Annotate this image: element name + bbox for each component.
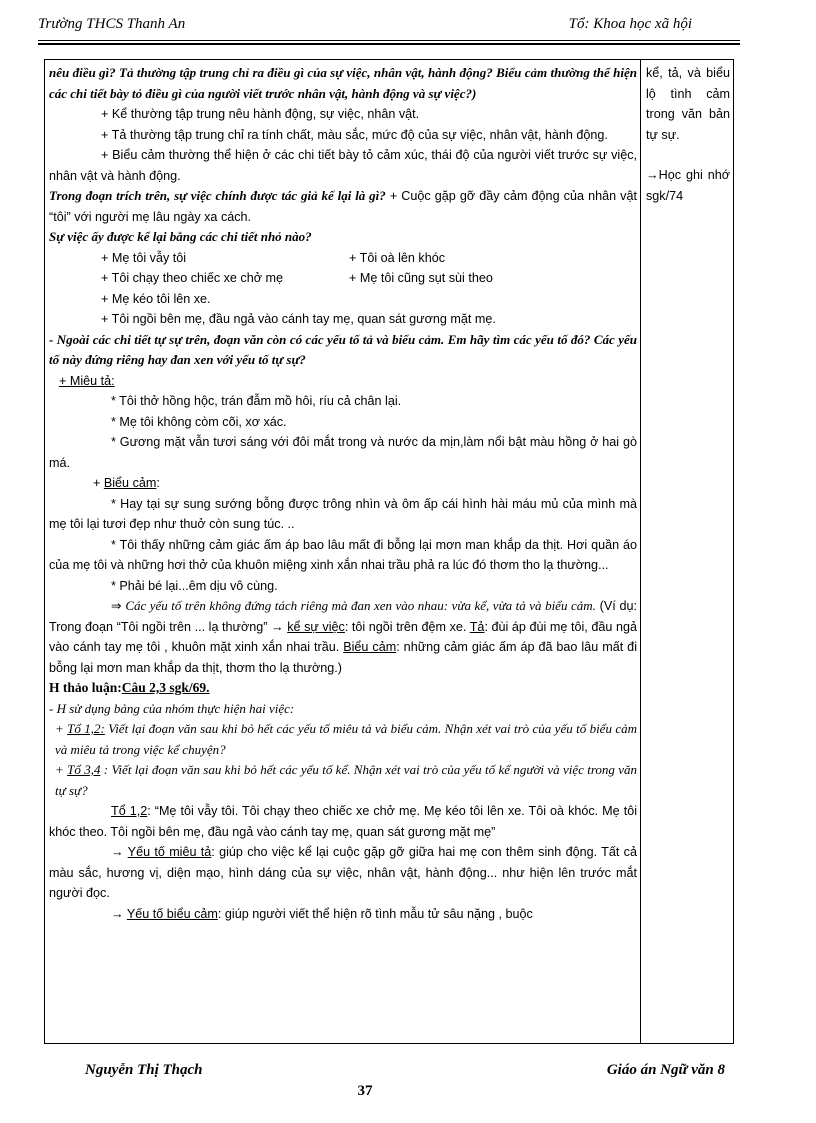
describe-element-label: Yếu tố miêu tả bbox=[127, 845, 212, 859]
lesson-content bbox=[49, 63, 637, 924]
column-divider bbox=[640, 60, 641, 1043]
group-task: + Tổ 1,2: Viết lại đoạn văn sau khi bỏ hết các yếu tố miêu tả và biểu cảm. Nhận xét vai trò của yếu tố biểu cảm và miêu tả trong việc kể chuyện? bbox=[55, 721, 637, 757]
group-answer-text: : “Mẹ tôi vẫy tôi. Tôi chạy theo chiếc xe chở mẹ. Mẹ kéo tôi lên xe. Tôi oà khóc. Mẹ tôi khóc theo. Tôi ngồi bên mẹ, đầu ngả vào cánh tay mẹ, quan sát gương mặt mẹ” bbox=[49, 804, 637, 839]
group-task-text: Viết lại đoạn văn sau khi bỏ hết các yếu tố miêu tả và biểu cảm. Nhận xét vai trò của yếu tố biểu cảm và miêu tả trong việc kể chuyện? bbox=[55, 721, 637, 757]
side-note: →Học ghi nhớ sgk/74 bbox=[646, 168, 730, 203]
express-heading: Biểu cảm bbox=[103, 476, 157, 490]
section-heading bbox=[49, 371, 637, 392]
discussion-question: Câu 2,3 sgk/69. bbox=[121, 680, 210, 695]
example-text: : đùi áp đùi mẹ tôi, đầu ngả vào cánh tay mẹ tôi , khuôn mặt xinh xắn nhai trầu. bbox=[49, 619, 637, 654]
answer-line: + Biểu cảm thường thể hiện ở các chi tiết bày tỏ cảm xúc, thái độ của người viết trước sự việc, nhân vật và hành động. bbox=[49, 148, 637, 183]
express-element-label: Yếu tố biểu cảm bbox=[126, 906, 218, 921]
conclusion-text: Các yếu tố trên không đứng tách riêng mà đan xen vào nhau: vừa kể, vừa tả và biểu cảm. bbox=[125, 598, 596, 613]
header-school: Trường THCS Thanh An bbox=[38, 16, 186, 32]
lesson-table bbox=[44, 59, 734, 1044]
group-label: Tổ 1,2: bbox=[67, 721, 105, 736]
detail-item: + Mẹ tôi vẫy tôi bbox=[101, 250, 187, 265]
section-heading: + Biểu cảm: bbox=[93, 476, 160, 490]
footer-title: Giáo án Ngữ văn 8 bbox=[606, 1062, 725, 1078]
describe-item: * Mẹ tôi không còm cõi, xơ xác. bbox=[111, 414, 287, 429]
describe-label: Tả bbox=[469, 619, 485, 634]
element-role bbox=[49, 842, 637, 904]
example-text: (Ví dụ: Trong đoạn “Tôi ngồi trên ... lạ thường” → bbox=[49, 599, 637, 634]
answer-line: + Tả thường tập trung chỉ ra tính chất, màu sắc, mức độ của sự việc, nhân vật, hành động. bbox=[101, 127, 608, 142]
header-department: Tổ: Khoa học xã hội bbox=[568, 16, 692, 32]
header-rule bbox=[38, 40, 740, 41]
group-task: + Tổ 3,4 : Viết lại đoạn văn sau khi bỏ hết các yếu tố kể. Nhận xét vai trò của yếu tố kể người và việc trong văn tự sự? bbox=[55, 762, 637, 798]
side-notes bbox=[646, 63, 730, 206]
main-event-paragraph bbox=[49, 186, 637, 227]
detail-row bbox=[49, 248, 637, 269]
element-role-text: : giúp người viết thể hiện rõ tình mẫu tử sâu nặng , buộc bbox=[217, 906, 533, 921]
express-item: * Hay tại sự sung sướng bỗng được trông nhìn và ôm ấp cái hình hài máu mủ của mình mà mẹ tôi lại tươi đẹp như thuở còn sung túc. .. bbox=[49, 496, 637, 531]
discussion-heading bbox=[49, 678, 637, 699]
detail-item: + Tôi chạy theo chiếc xe chở mẹ bbox=[101, 271, 283, 285]
arrow: ⇒ bbox=[111, 599, 126, 613]
detail-row bbox=[49, 268, 637, 289]
detail-item: + Tôi oà lên khóc bbox=[349, 250, 446, 265]
question-paragraph: nêu điều gì? Tả thường tập trung chỉ ra điều gì của sự việc, nhân vật, hành động? Biểu cảm thường thể hiện các chi tiết bày tỏ điều gì của người viết trước nhân vật, hành động và sự việc?) bbox=[49, 65, 637, 101]
group-answer bbox=[49, 801, 637, 842]
discussion-label: H thảo luận: bbox=[49, 680, 122, 695]
example-text: : tôi ngồi trên đệm xe. bbox=[344, 619, 470, 634]
discussion-task: - H sử dụng bảng của nhóm thực hiện hai việc: bbox=[49, 700, 295, 716]
header-rule-thick bbox=[38, 43, 740, 45]
question-text: Trong đoạn trích trên, sự việc chính được tác giả kể lại là gì? bbox=[49, 188, 386, 203]
arrow: → bbox=[111, 906, 127, 921]
conclusion-paragraph bbox=[49, 596, 637, 678]
detail-item: + Mẹ kéo tôi lên xe. bbox=[101, 291, 211, 306]
answer-text: + Cuộc gặp gỡ đầy cảm động của nhân vật “tôi” với người mẹ lâu ngày xa cách. bbox=[49, 189, 637, 224]
arrow: → bbox=[111, 845, 128, 859]
describe-item: * Gương mặt vẫn tươi sáng với đôi mắt trong và nước da mịn,làm nổi bật màu hồng ở hai gò má. bbox=[49, 435, 637, 470]
element-role bbox=[49, 904, 637, 925]
page-header bbox=[38, 12, 738, 38]
narrate-label: kể sự việc bbox=[287, 619, 345, 634]
plus-sign: + bbox=[93, 476, 104, 490]
side-note: kể, tả, và biểu lộ tình cảm trong văn bản tự sự. bbox=[646, 66, 730, 142]
page-footer bbox=[85, 1062, 725, 1084]
footer-author: Nguyễn Thị Thạch bbox=[85, 1062, 203, 1078]
detail-item: + Mẹ tôi cũng sụt sùi theo bbox=[349, 271, 493, 285]
express-label: Biểu cảm bbox=[343, 640, 397, 654]
describe-heading: + Miêu tả: bbox=[59, 373, 115, 388]
express-item: * Tôi thấy những cảm giác ấm áp bao lâu mất đi bỗng lại mơn man khắp da thịt. Hơi quần áo của mẹ tôi và những hơi thở của khuôn miệng xinh xắn nhai trầu phả ra lúc đó thơm tho lạ thường... bbox=[49, 537, 637, 572]
example-text: : những cảm giác ấm áp đã bao lâu mất đi bỗng lại mơn man khắp da thịt, thơm tho lạ thường.) bbox=[49, 640, 637, 675]
question-paragraph: Sự việc ấy được kể lại bằng các chi tiết nhỏ nào? bbox=[49, 229, 312, 244]
group-task-text: : Viết lại đoạn văn sau khi bỏ hết các yếu tố kể. Nhận xét vai trò của yếu tố kể người và việc trong văn tự sự? bbox=[55, 762, 637, 798]
group-label: Tổ 1,2 bbox=[111, 804, 148, 818]
detail-item: + Tôi ngồi bên mẹ, đầu ngả vào cánh tay mẹ, quan sát gương mặt mẹ. bbox=[101, 312, 496, 326]
express-item: * Phải bé lại...êm dịu vô cùng. bbox=[111, 578, 278, 593]
question-paragraph: - Ngoài các chi tiết tự sự trên, đoạn văn còn có các yếu tố tả và biểu cảm. Em hãy tìm các yếu tố đó? Các yếu tố này đứng riêng hay đan xen với yếu tố tự sự? bbox=[49, 331, 637, 367]
answer-line: + Kể thường tập trung nêu hành động, sự việc, nhân vật. bbox=[101, 107, 420, 121]
group-label: Tổ 3,4 bbox=[67, 762, 101, 777]
page-number: 37 bbox=[357, 1083, 373, 1099]
element-role-text: : giúp cho việc kể lại cuộc gặp gỡ giữa hai mẹ con thêm sinh động. Tất cả màu sắc, hương vị, diện mạo, hình dáng của sự việc, nhân vật, hành động... như hiện lên trước mắt người đọc. bbox=[49, 845, 637, 900]
describe-item: * Tôi thở hồng hộc, trán đẫm mồ hôi, ríu cả chân lại. bbox=[111, 394, 402, 408]
